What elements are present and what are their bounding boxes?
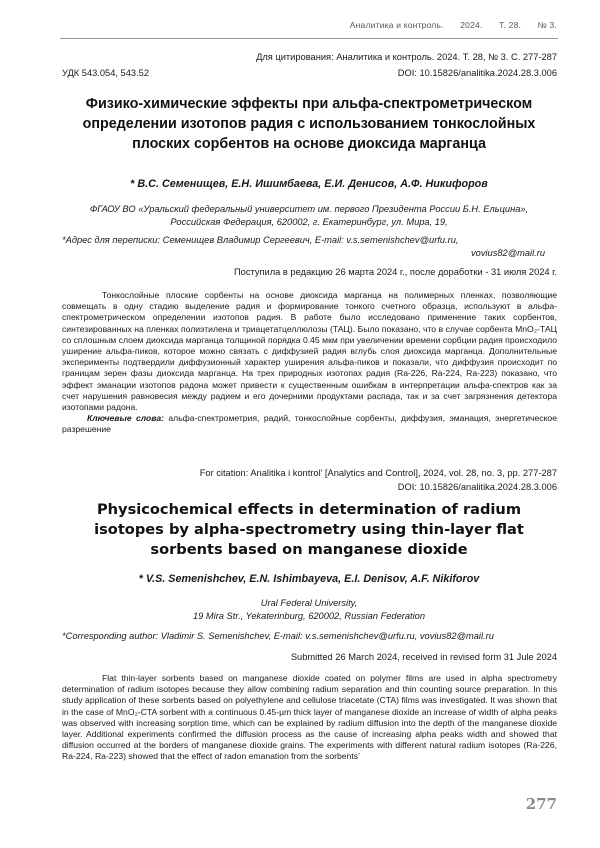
keywords-label: Ключевые слова:	[87, 413, 164, 424]
page-number: 277	[525, 795, 557, 813]
header-year: 2024.	[460, 20, 483, 30]
authors-ru: * В.С. Семенищев, Е.Н. Ишимбаева, Е.И. Денисов, А.Ф. Никифоров	[130, 178, 488, 190]
article-title-ru: Физико-химические эффекты при альфа-спектрометрическом определении изотопов радия с использованием тонкослойных плоских сорбентов на основе диоксида марганца	[82, 96, 536, 152]
correspondence-en: *Corresponding author: Vladimir S. Semenishchev, E-mail: v.s.semenishchev@urfu.ru, vovius82@mail.ru	[62, 631, 494, 641]
abstract-en-text: Flat thin-layer sorbents based on manganese dioxide coated on polymer films are used in alpha spectrometry determination of radium isotopes because they allow combining radium separation and thin counting source preparation. In this study application of these sorbents based on polyethylene and cellulose triacetate (CTA) films was investigated. It was shown that in the case of MnO₂-CTA sorbent with a continuous 0.45-µm thick layer of manganese dioxide an increase of width of alpha peaks was observed with increasing sorption time, which can be explained by radium diffusion into the depth of the manganese dioxide layer. Additional experiments confirmed the diffusion process as the cause of increasing alpha peaks width and showed that diffusion occurred at the borders of manganese dioxide grains. The experiments with different natural radium isotopes (Ra-226, Ra-224, Ra-223) showed that the effect of radon emanation from the sorbents’	[62, 673, 557, 762]
correspondence-ru-line1: *Адрес для переписки: Семенищев Владимир Сергеевич, E-mail: v.s.semenishchev@urfu.ru,	[62, 235, 459, 245]
affiliation-ru-line2: Российская Федерация, 620002, г. Екатеринбург, ул. Мира, 19,	[170, 217, 448, 227]
abstract-ru	[62, 290, 557, 436]
citation-ru: Для цитирования: Аналитика и контроль. 2024. Т. 28, № 3. С. 277-287	[256, 52, 557, 62]
citation-en-line1: For citation: Analitika i kontrol’ [Analytics and Control], 2024, vol. 28, no. 3, pp. 277-287	[199, 468, 557, 478]
keywords-text: альфа-спектрометрия, радий, тонкослойные сорбенты, диффузия, эманация, энергетическое разрешение	[62, 413, 557, 435]
doi-en: DOI: 10.15826/analitika.2024.28.3.006	[397, 482, 557, 492]
header-journal: Аналитика и контроль.	[349, 20, 444, 30]
keywords-ru	[62, 413, 557, 435]
doi-ru: DOI: 10.15826/analitika.2024.28.3.006	[397, 68, 557, 78]
abstract-en	[62, 673, 557, 763]
affiliation-ru-line1: ФГАОУ ВО «Уральский федеральный университет им. первого Президента России Б.Н. Ельцина»,	[89, 204, 529, 214]
citation-en	[200, 466, 557, 494]
affiliation-ru	[60, 203, 558, 229]
received-date-ru: Поступила в редакцию 26 марта 2024 г., после доработки - 31 июля 2024 г.	[233, 267, 557, 277]
header-number: № 3.	[537, 20, 557, 30]
correspondence-ru-email2: vovius82@mail.ru	[471, 248, 546, 258]
authors-en: * V.S. Semenishchev, E.N. Ishimbayeva, E.I. Denisov, A.F. Nikiforov	[138, 573, 480, 585]
affiliation-en-line1: Ural Federal University,	[260, 598, 358, 608]
abstract-ru-text: Тонкослойные плоские сорбенты на основе диоксида марганца на полимерных пленках, позволяющие совмещать в одну стадию выделение радия и формирование тонкого счетного образца, используют в альфа-спектрометрическом определении изотопов радия. В работе было исследовано применение таких сорбентов, синтезированных на пленках полиэтилена и триацетатцеллюлозы (ТАЦ). Было показано, что в случае сорбента MnO₂-ТАЦ со сплошным слоем диоксида марганца толщиной порядка 0.45 мкм при увеличении времени сорбции радия происходило уширение альфа-пиков, которое можно связать с диффузией радия вглубь слоя диоксида марганца. Дополнительные эксперименты подтвердили диффузионный характер уширения альфа-пиков и показали, что диффузия происходит по границам зерен фазы диоксида марганца. На трех природных изотопах радия (Ra-226, Ra-224, Ra-223) показано, что эффект эманации изотопов радона может привести к существенным ошибкам в интерпретации альфа-спектров как за счет нарушения равновесия между радием и его дочерними продуктами распада, так и за счет загрязнения детектора изотопами радона.	[62, 290, 557, 413]
running-header	[336, 20, 557, 30]
affiliation-en	[60, 597, 558, 623]
affiliation-en-line2: 19 Mira Str., Yekaterinburg, 620002, Russian Federation	[192, 611, 426, 621]
article-title-en: Physicochemical effects in determination of radium isotopes by alpha-spectrometry using thin-layer flat sorbents based on manganese dioxide	[94, 501, 524, 558]
udk-code: УДК 543.054, 543.52	[62, 68, 149, 78]
correspondence-ru	[62, 234, 558, 260]
header-volume: Т. 28.	[499, 20, 522, 30]
received-date-en: Submitted 26 March 2024, received in revised form 31 Jule 2024	[290, 652, 557, 662]
header-divider	[60, 38, 558, 39]
